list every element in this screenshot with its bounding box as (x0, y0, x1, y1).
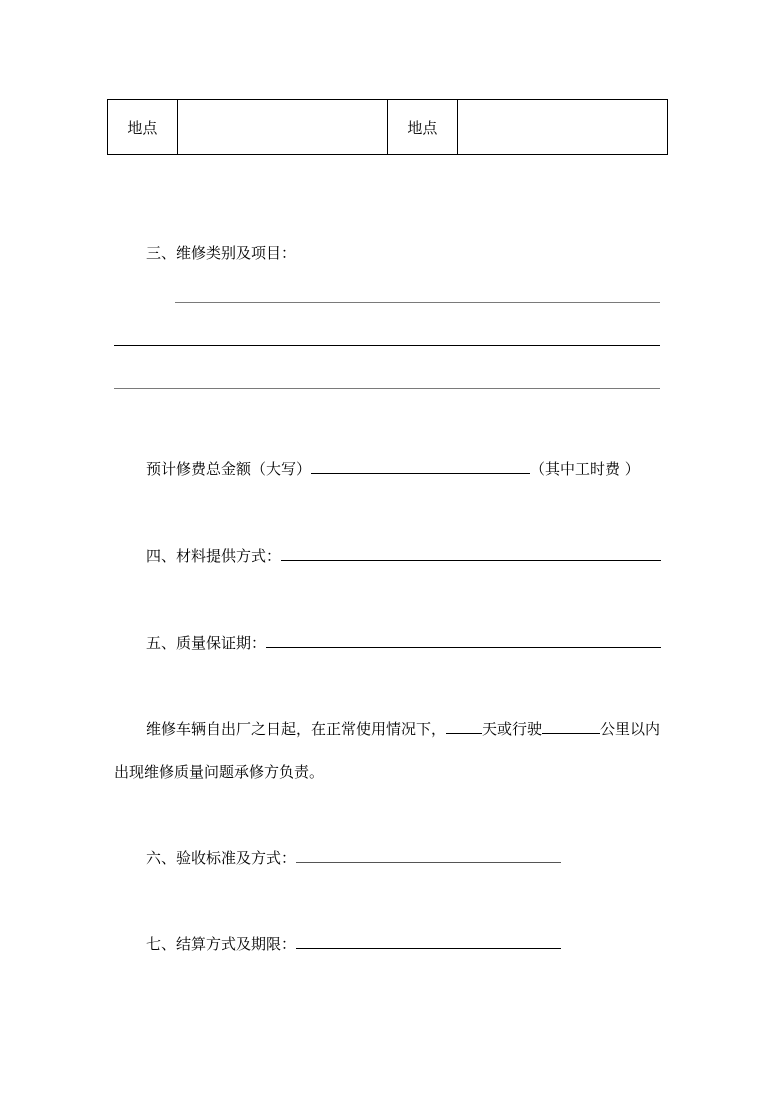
section6-line (146, 846, 561, 868)
warranty-part2: 天或行驶 (482, 720, 543, 738)
section4-title: 四、材料提供方式： (146, 547, 282, 565)
section4-line (146, 544, 661, 566)
repair-items-line-1[interactable] (175, 302, 660, 303)
estimate-line (146, 457, 640, 479)
section5-line (146, 631, 661, 653)
location-table (107, 99, 668, 155)
warranty-days-blank[interactable] (446, 717, 482, 734)
estimate-suffix: （其中工时费 ） (530, 460, 640, 478)
warranty-part3: 公里以内 (600, 720, 661, 738)
acceptance-standard-blank[interactable] (296, 846, 561, 863)
section6-title: 六、验收标准及方式： (146, 849, 297, 867)
location-label-left: 地点 (108, 100, 178, 155)
warranty-period-blank[interactable] (266, 631, 661, 648)
warranty-line-1 (146, 717, 660, 739)
table-row (108, 100, 668, 155)
total-amount-blank[interactable] (311, 457, 530, 474)
warranty-line-2: 出现维修质量问题承修方负责。 (114, 763, 325, 781)
section5-title: 五、质量保证期： (146, 634, 267, 652)
repair-items-line-2[interactable] (114, 345, 660, 346)
location-value-right[interactable] (457, 100, 667, 155)
repair-items-line-3[interactable] (114, 388, 660, 389)
section7-line (146, 932, 561, 954)
settlement-method-blank[interactable] (296, 932, 561, 949)
location-label-right: 地点 (387, 100, 457, 155)
section7-title: 七、结算方式及期限： (146, 935, 297, 953)
estimate-prefix: 预计修费总金额（大写） (146, 460, 312, 478)
location-value-left[interactable] (177, 100, 387, 155)
material-supply-blank[interactable] (281, 544, 661, 561)
warranty-km-blank[interactable] (542, 717, 600, 734)
warranty-part1: 维修车辆自出厂之日起，在正常使用情况下， (146, 720, 447, 738)
section3-title: 三、维修类别及项目： (146, 244, 297, 262)
